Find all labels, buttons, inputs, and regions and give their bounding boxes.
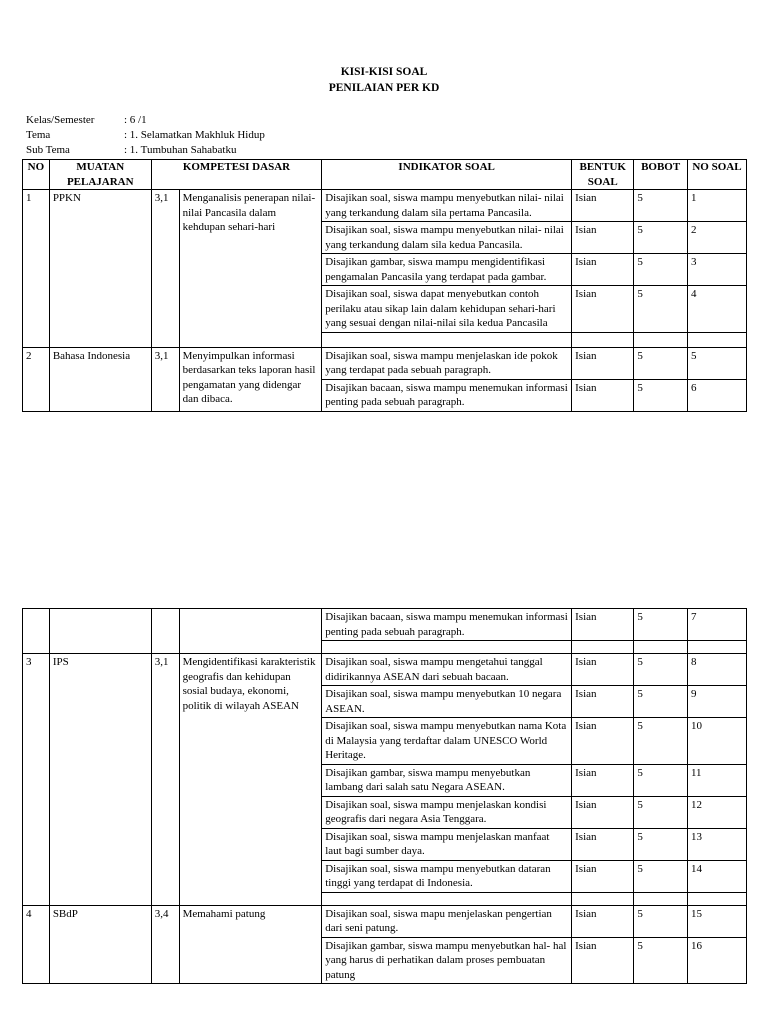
cell-indikator-soal: Disajikan bacaan, siswa mampu menemukan informasi penting pada sebuah paragraph. (322, 609, 572, 641)
meta-kelas-semester (26, 113, 147, 127)
cell-indikator-soal: Disajikan soal, siswa mampu mengetahui tanggal didirikannya ASEAN dari sebuah bacaan. (322, 654, 572, 686)
cell-empty (572, 641, 634, 654)
cell-bobot: 5 (634, 796, 688, 828)
cell-bentuk-soal: Isian (572, 379, 634, 411)
cell-kd-number: 3,1 (151, 654, 179, 906)
cell-bentuk-soal: Isian (572, 654, 634, 686)
cell-no-soal: 9 (687, 686, 746, 718)
cell-indikator-soal: Disajikan soal, siswa mampu menyebutkan nama Kota di Malaysia yang terdaftar dalam UNESCO World Heritage. (322, 718, 572, 765)
cell-indikator-soal: Disajikan soal, siswa mampu menjelaskan manfaat laut bagi sumber daya. (322, 828, 572, 860)
header-bentuk: BENTUK SOAL (572, 160, 634, 190)
cell-indikator-soal: Disajikan bacaan, siswa mampu menemukan informasi penting pada sebuah paragraph. (322, 379, 572, 411)
cell-no-soal: 11 (687, 764, 746, 796)
table-row (23, 347, 747, 379)
meta-label: Kelas/Semester (26, 114, 95, 126)
cell-indikator-soal: Disajikan soal, siswa dapat menyebutkan contoh perilaku atau sikap lain dalam kehidupan sehari-hari yang sesuai dengan nilai-nilai sila kedua Pancasila (322, 286, 572, 333)
meta-label: Tema (26, 129, 51, 141)
cell-empty (572, 332, 634, 347)
cell-empty (687, 641, 746, 654)
cell-bobot: 5 (634, 828, 688, 860)
cell-indikator-soal: Disajikan soal, siswa mampu menyebutkan 10 negara ASEAN. (322, 686, 572, 718)
header-bobot: BOBOT (634, 160, 688, 190)
table-header-row (23, 160, 747, 190)
cell-kd-number: 3,1 (151, 347, 179, 411)
cell-no-soal: 2 (687, 222, 746, 254)
cell-bentuk-soal: Isian (572, 718, 634, 765)
cell-no-soal: 6 (687, 379, 746, 411)
cell-muatan-pelajaran (49, 609, 151, 654)
cell-bentuk-soal: Isian (572, 686, 634, 718)
cell-no-soal: 1 (687, 190, 746, 222)
document-title: KISI-KISI SOAL (340, 66, 428, 78)
cell-bobot: 5 (634, 686, 688, 718)
cell-bobot: 5 (634, 654, 688, 686)
cell-bentuk-soal: Isian (572, 796, 634, 828)
cell-empty (687, 892, 746, 905)
cell-kompetensi-dasar (179, 609, 322, 654)
cell-empty (572, 892, 634, 905)
meta-label: Sub Tema (26, 144, 70, 156)
cell-bentuk-soal: Isian (572, 860, 634, 892)
cell-bobot: 5 (634, 905, 688, 937)
cell-bentuk-soal: Isian (572, 828, 634, 860)
header-indikator: INDIKATOR SOAL (322, 160, 572, 190)
cell-indikator-soal: Disajikan soal, siswa mampu menjelaskan ide pokok yang terdapat pada sebuah paragraph. (322, 347, 572, 379)
kisi-kisi-table-page-2 (22, 608, 747, 984)
cell-muatan-pelajaran: Bahasa Indonesia (49, 347, 151, 411)
cell-no-soal: 14 (687, 860, 746, 892)
cell-empty (634, 892, 688, 905)
cell-no-soal: 15 (687, 905, 746, 937)
meta-value: : 1. Tumbuhan Sahabatku (124, 144, 237, 156)
cell-muatan-pelajaran: SBdP (49, 905, 151, 984)
cell-bentuk-soal: Isian (572, 254, 634, 286)
cell-no (23, 609, 50, 654)
cell-bentuk-soal: Isian (572, 347, 634, 379)
cell-bentuk-soal: Isian (572, 764, 634, 796)
table-row (23, 905, 747, 937)
cell-indikator-soal: Disajikan gambar, siswa mampu mengidentifikasi pengamalan Pancasila yang terdapat pada gambar. (322, 254, 572, 286)
cell-bobot: 5 (634, 254, 688, 286)
cell-kompetensi-dasar: Menyimpulkan informasi berdasarkan teks laporan hasil pengamatan yang didengar dan dibaca. (179, 347, 322, 411)
cell-indikator-soal: Disajikan gambar, siswa mampu menyebutkan lambang dari salah satu Negara ASEAN. (322, 764, 572, 796)
cell-no-soal: 5 (687, 347, 746, 379)
cell-indikator-soal: Disajikan gambar, siswa mampu menyebutkan hal- hal yang harus di perhatikan dalam proses pembuatan patung (322, 937, 572, 984)
table-row (23, 654, 747, 686)
cell-no-soal: 8 (687, 654, 746, 686)
cell-bobot: 5 (634, 718, 688, 765)
meta-value: : 6 /1 (124, 114, 147, 126)
cell-indikator-soal: Disajikan soal, siswa mampu menyebutkan dataran tinggi yang terdapat di Indonesia. (322, 860, 572, 892)
meta-sub-tema (26, 143, 236, 157)
cell-no-soal: 4 (687, 286, 746, 333)
cell-bobot: 5 (634, 609, 688, 641)
header-no: NO (23, 160, 50, 190)
cell-no: 4 (23, 905, 50, 984)
cell-empty (322, 892, 572, 905)
cell-bobot: 5 (634, 222, 688, 254)
cell-kd-number: 3,4 (151, 905, 179, 984)
cell-bentuk-soal: Isian (572, 905, 634, 937)
cell-bobot: 5 (634, 347, 688, 379)
cell-bentuk-soal: Isian (572, 222, 634, 254)
cell-indikator-soal: Disajikan soal, siswa mampu menyebutkan nilai- nilai yang terkandung dalam sila kedua Pancasila. (322, 222, 572, 254)
table-row (23, 190, 747, 222)
cell-no-soal: 7 (687, 609, 746, 641)
cell-empty (634, 332, 688, 347)
cell-empty (687, 332, 746, 347)
cell-kompetensi-dasar: Memahami patung (179, 905, 322, 984)
cell-indikator-soal: Disajikan soal, siswa mapu menjelaskan pengertian dari seni patung. (322, 905, 572, 937)
cell-no: 1 (23, 190, 50, 348)
cell-empty (634, 641, 688, 654)
cell-indikator-soal: Disajikan soal, siswa mampu menyebutkan nilai- nilai yang terkandung dalam sila pertama Pancasila. (322, 190, 572, 222)
cell-kd-number (151, 609, 179, 654)
cell-no: 2 (23, 347, 50, 411)
cell-kompetensi-dasar: Mengidentifikasi karakteristik geografis dan kehidupan sosial budaya, ekonomi, politik di wilayah ASEAN (179, 654, 322, 906)
kisi-kisi-table-page-1 (22, 159, 747, 412)
document-subtitle: PENILAIAN PER KD (328, 82, 440, 94)
cell-no-soal: 16 (687, 937, 746, 984)
table-row (23, 609, 747, 641)
cell-bobot: 5 (634, 286, 688, 333)
cell-bentuk-soal: Isian (572, 937, 634, 984)
cell-bobot: 5 (634, 764, 688, 796)
cell-no-soal: 13 (687, 828, 746, 860)
cell-empty (322, 332, 572, 347)
cell-no-soal: 10 (687, 718, 746, 765)
header-kompetensi-dasar: KOMPETESI DASAR (151, 160, 322, 190)
cell-bentuk-soal: Isian (572, 190, 634, 222)
cell-muatan-pelajaran: IPS (49, 654, 151, 906)
meta-value: : 1. Selamatkan Makhluk Hidup (124, 129, 265, 141)
cell-bobot: 5 (634, 190, 688, 222)
cell-no-soal: 3 (687, 254, 746, 286)
cell-kompetensi-dasar: Menganalisis penerapan nilai-nilai Pancasila dalam kehdupan sehari-hari (179, 190, 322, 348)
cell-muatan-pelajaran: PPKN (49, 190, 151, 348)
cell-no: 3 (23, 654, 50, 906)
cell-bentuk-soal: Isian (572, 609, 634, 641)
meta-tema (26, 128, 265, 142)
header-no-soal: NO SOAL (687, 160, 746, 190)
cell-bobot: 5 (634, 379, 688, 411)
cell-bentuk-soal: Isian (572, 286, 634, 333)
cell-no-soal: 12 (687, 796, 746, 828)
cell-bobot: 5 (634, 860, 688, 892)
cell-indikator-soal: Disajikan soal, siswa mampu menjelaskan kondisi geografis dari negara Asia Tenggara. (322, 796, 572, 828)
cell-kd-number: 3,1 (151, 190, 179, 348)
header-muatan: MUATAN PELAJARAN (49, 160, 151, 190)
cell-bobot: 5 (634, 937, 688, 984)
cell-empty (322, 641, 572, 654)
